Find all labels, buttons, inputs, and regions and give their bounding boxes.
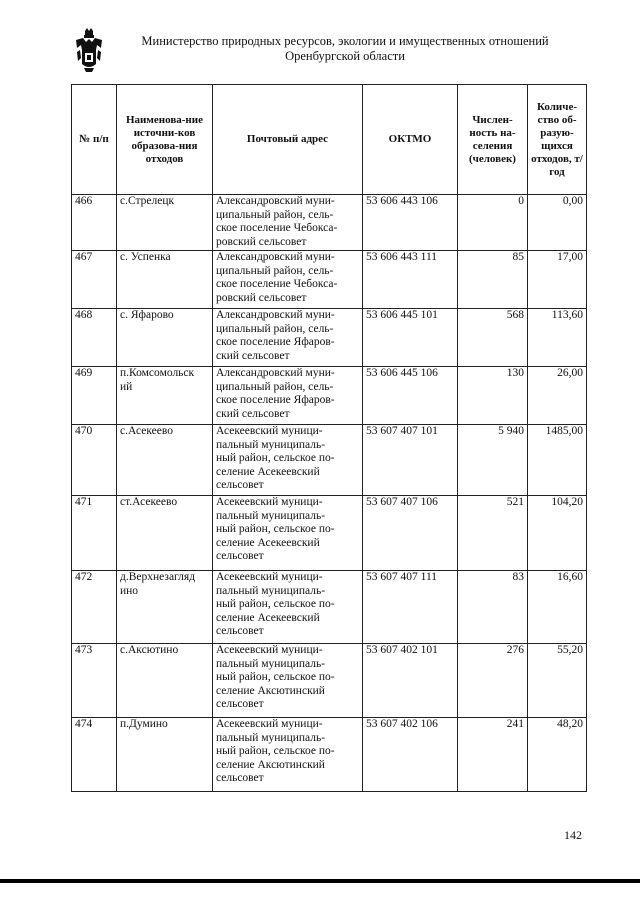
oktmo-code: 53 606 443 111: [363, 251, 458, 309]
table-row: [72, 496, 587, 571]
table-row: [72, 195, 587, 251]
row-number: 470: [72, 425, 117, 496]
waste-amount: 1485,00: [528, 425, 587, 496]
table-row: [72, 425, 587, 496]
population: 276: [458, 644, 528, 718]
postal-address: Асекеевский муници- пальный муниципаль- ный район, сельское по- селение Асекеевский сельсовет: [213, 571, 363, 644]
population: 521: [458, 496, 528, 571]
population: 5 940: [458, 425, 528, 496]
postal-address: Асекеевский муници- пальный муниципаль- ный район, сельское по- селение Аксютинский сельсовет: [213, 718, 363, 792]
waste-amount: 17,00: [528, 251, 587, 309]
table-row: [72, 367, 587, 425]
row-number: 469: [72, 367, 117, 425]
row-number: 471: [72, 496, 117, 571]
source-name: с.Асекеево: [117, 425, 213, 496]
source-name: п.Комсомольск ий: [117, 367, 213, 425]
waste-amount: 55,20: [528, 644, 587, 718]
source-name: д.Верхнезагляд ино: [117, 571, 213, 644]
oktmo-code: 53 606 443 106: [363, 195, 458, 251]
oktmo-code: 53 607 407 101: [363, 425, 458, 496]
source-name: ст.Асекеево: [117, 496, 213, 571]
population: 85: [458, 251, 528, 309]
source-name: с.Аксютино: [117, 644, 213, 718]
source-name: с. Яфарово: [117, 309, 213, 367]
row-number: 468: [72, 309, 117, 367]
oktmo-code: 53 606 445 101: [363, 309, 458, 367]
header-line-2: Оренбургской области: [285, 49, 405, 63]
postal-address: Александровский муни- ципальный район, сель- ское поселение Чебокса- ровский сельсовет: [213, 251, 363, 309]
postal-address: Асекеевский муници- пальный муниципаль- ный район, сельское по- селение Асекеевский сельсовет: [213, 425, 363, 496]
table-row: [72, 309, 587, 367]
waste-amount: 0,00: [528, 195, 587, 251]
table-row: [72, 644, 587, 718]
oktmo-code: 53 607 402 101: [363, 644, 458, 718]
oktmo-code: 53 607 407 111: [363, 571, 458, 644]
bottom-scan-bar: [0, 879, 640, 883]
postal-address: Александровский муни- ципальный район, сель- ское поселение Яфаров- ский сельсовет: [213, 309, 363, 367]
row-number: 473: [72, 644, 117, 718]
population: 568: [458, 309, 528, 367]
table-row: [72, 251, 587, 309]
column-header-waste-amount: Количе-ство об-разую-щихся отходов, т/год: [528, 85, 587, 195]
postal-address: Асекеевский муници- пальный муниципаль- ный район, сельское по- селение Асекеевский сельсовет: [213, 496, 363, 571]
oktmo-code: 53 607 407 106: [363, 496, 458, 571]
row-number: 466: [72, 195, 117, 251]
population: 0: [458, 195, 528, 251]
waste-amount: 26,00: [528, 367, 587, 425]
population: 130: [458, 367, 528, 425]
table-header-row: [72, 85, 587, 195]
oktmo-code: 53 607 402 106: [363, 718, 458, 792]
postal-address: Асекеевский муници- пальный муниципаль- ный район, сельское по- селение Аксютинский сельсовет: [213, 644, 363, 718]
oktmo-code: 53 606 445 106: [363, 367, 458, 425]
population: 241: [458, 718, 528, 792]
waste-amount: 104,20: [528, 496, 587, 571]
table-row: [72, 571, 587, 644]
table-row: [72, 718, 587, 792]
coat-of-arms-emblem: [74, 28, 104, 72]
ministry-header: [110, 34, 580, 64]
source-name: п.Думино: [117, 718, 213, 792]
waste-amount: 16,60: [528, 571, 587, 644]
page-number: 142: [564, 828, 582, 842]
population: 83: [458, 571, 528, 644]
source-name: с. Успенка: [117, 251, 213, 309]
column-header-source-name: Наименова-ние источни-ков образова-ния отходов: [117, 85, 213, 195]
header-line-1: Министерство природных ресурсов, экологии и имущественных отношений: [141, 34, 549, 48]
column-header-population: Числен-ность на-селения (человек): [458, 85, 528, 195]
column-header-postal-address: Почтовый адрес: [213, 85, 363, 195]
waste-amount: 113,60: [528, 309, 587, 367]
row-number: 467: [72, 251, 117, 309]
waste-amount: 48,20: [528, 718, 587, 792]
column-header-number: № п/п: [72, 85, 117, 195]
waste-sources-table: [71, 84, 587, 792]
source-name: с.Стрелецк: [117, 195, 213, 251]
postal-address: Александровский муни- ципальный район, сель- ское поселение Чебокса- ровский сельсовет: [213, 195, 363, 251]
postal-address: Александровский муни- ципальный район, сель- ское поселение Яфаров- ский сельсовет: [213, 367, 363, 425]
column-header-oktmo: ОКТМО: [363, 85, 458, 195]
row-number: 474: [72, 718, 117, 792]
row-number: 472: [72, 571, 117, 644]
